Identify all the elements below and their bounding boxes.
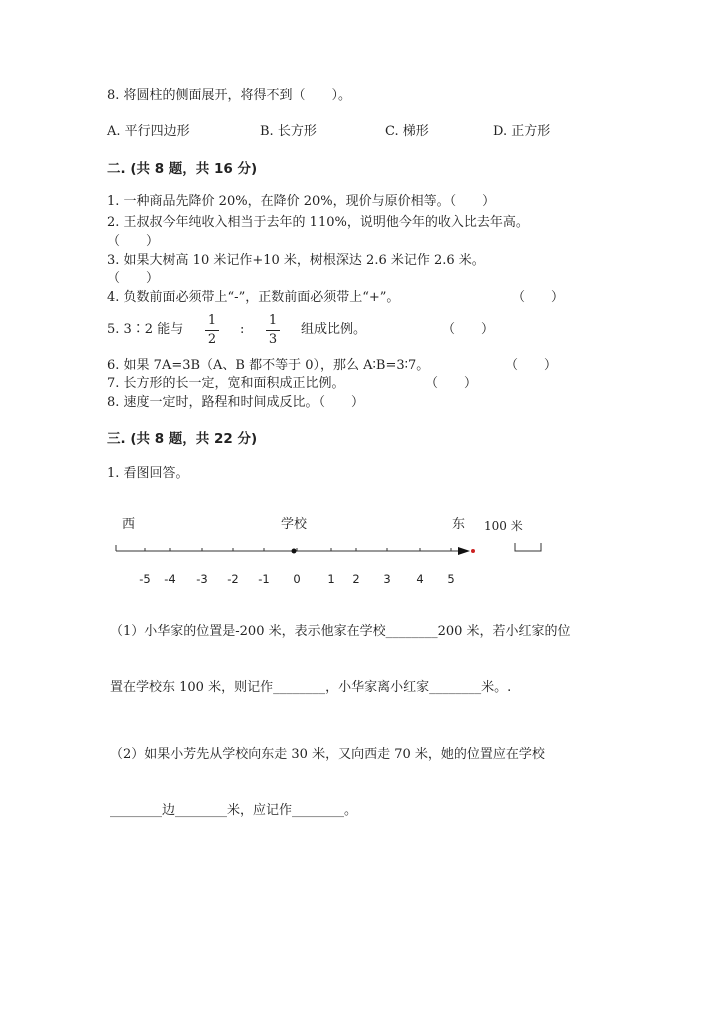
q8-option-c: C. 梯形 bbox=[385, 124, 429, 139]
q8-option-b: B. 长方形 bbox=[260, 124, 317, 139]
s2-item6-paren: （ ） bbox=[505, 358, 558, 373]
school-origin-dot bbox=[292, 549, 297, 554]
s3-sub1-line2: 置在学校东 100 米，则记作________，小华家离小红家________米。. bbox=[110, 680, 512, 695]
s2-item8: 8. 速度一定时，路程和时间成反比。（ ） bbox=[107, 395, 365, 410]
s2-item4-paren: （ ） bbox=[512, 290, 565, 305]
fraction-one-third-den: 3 bbox=[268, 332, 278, 347]
east-arrow-icon bbox=[458, 547, 470, 555]
section2-heading: 二. (共 8 题，共 16 分) bbox=[107, 161, 258, 177]
tick-label: 1 bbox=[327, 572, 335, 586]
s3-q1: 1. 看图回答。 bbox=[107, 466, 189, 481]
tick-label: -3 bbox=[196, 572, 208, 586]
s2-item5-prefix: 5. 3∶2 能与 bbox=[107, 322, 184, 337]
scale-bar bbox=[515, 543, 541, 551]
fraction-one-third-num: 1 bbox=[268, 313, 278, 328]
label-west: 西 bbox=[122, 517, 136, 532]
tick-label: -1 bbox=[258, 572, 270, 586]
label-scale: 100 米 bbox=[484, 519, 523, 533]
label-school: 学校 bbox=[281, 517, 308, 532]
tick-label: 0 bbox=[293, 572, 301, 586]
q8-option-a: A. 平行四边形 bbox=[107, 124, 190, 139]
tick-label: 4 bbox=[416, 572, 424, 586]
s2-item5-suffix: 组成比例。 bbox=[301, 322, 367, 337]
s2-item1: 1. 一种商品先降价 20%，在降价 20%，现价与原价相等。（ ） bbox=[107, 194, 496, 209]
s3-sub2-line1: （2）如果小芳先从学校向东走 30 米，又向西走 70 米，她的位置应在学校 bbox=[110, 747, 545, 762]
arrow-end-dot bbox=[471, 549, 475, 553]
s2-item2-paren: （ ） bbox=[107, 234, 160, 249]
s2-item6: 6. 如果 7A=3B（A、B 都不等于 0），那么 A∶B=3∶7。 bbox=[107, 358, 430, 373]
tick-label: 2 bbox=[352, 572, 360, 586]
tick-label: 5 bbox=[447, 572, 455, 586]
q8-question: 8. 将圆柱的侧面展开，将得不到（ ）。 bbox=[107, 88, 352, 103]
s2-item5-colon: : bbox=[240, 322, 245, 337]
tick-label: -5 bbox=[139, 572, 151, 586]
tick-label: 3 bbox=[383, 572, 391, 586]
fraction-one-half-den: 2 bbox=[207, 332, 217, 347]
fraction-one-half-num: 1 bbox=[207, 313, 217, 328]
q8-option-d: D. 正方形 bbox=[493, 124, 551, 139]
s2-item5-paren: （ ） bbox=[442, 322, 495, 337]
s2-item4: 4. 负数前面必须带上“-”，正数前面必须带上“+”。 bbox=[107, 290, 400, 305]
section3-heading: 三. (共 8 题，共 22 分) bbox=[107, 431, 258, 447]
s2-item7: 7. 长方形的长一定，宽和面积成正比例。 bbox=[107, 376, 345, 391]
s2-item3: 3. 如果大树高 10 米记作+10 米，树根深达 2.6 米记作 2.6 米。 bbox=[107, 253, 485, 268]
tick-label: -4 bbox=[164, 572, 176, 586]
s3-sub1-line1: （1）小华家的位置是-200 米，表示他家在学校________200 米，若小红家的位 bbox=[110, 624, 571, 639]
label-east: 东 bbox=[452, 517, 466, 532]
s2-item3-paren: （ ） bbox=[107, 271, 160, 286]
tick-label: -2 bbox=[227, 572, 239, 586]
s3-sub2-line2: ________边________米，应记作________。 bbox=[110, 803, 358, 818]
s2-item7-paren: （ ） bbox=[425, 376, 478, 391]
s2-item2: 2. 王叔叔今年纯收入相当于去年的 110%，说明他今年的收入比去年高。 bbox=[107, 215, 529, 230]
